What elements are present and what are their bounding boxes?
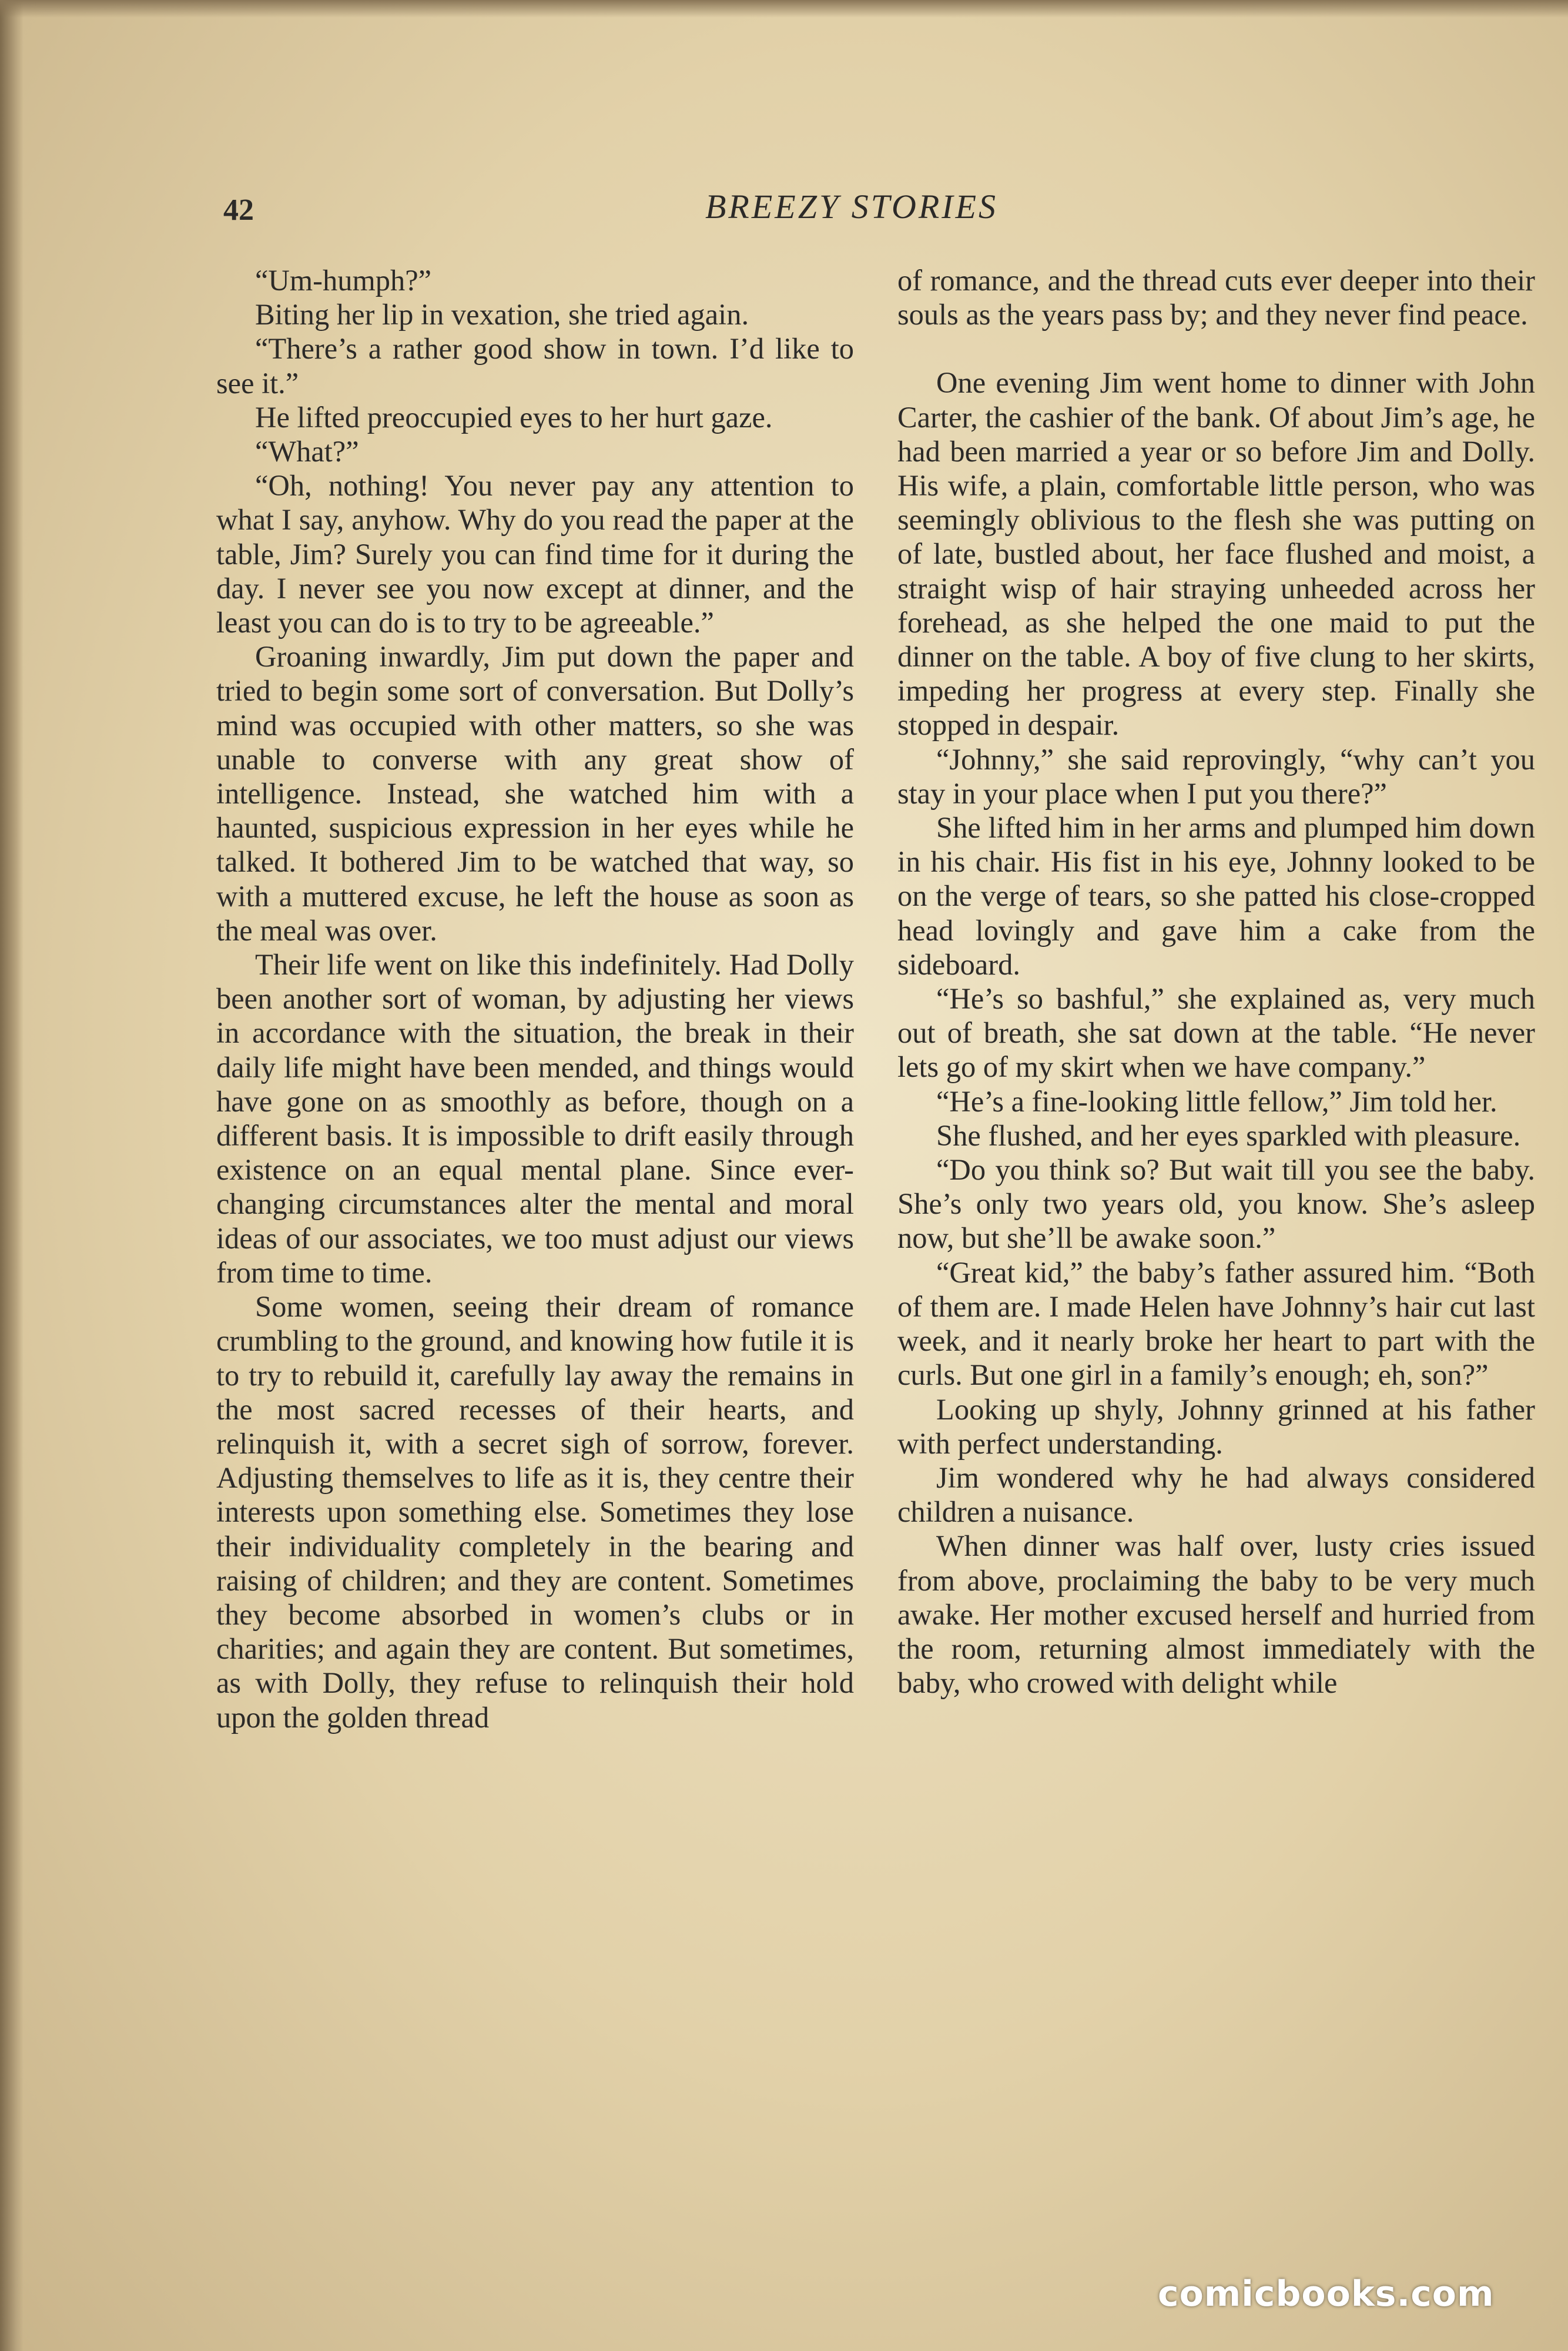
paragraph: “He’s a fine-looking little fellow,” Jim told her. (936, 1084, 1497, 1118)
paragraph: Looking up shyly, Johnny grinned at his father with perfect understanding. (897, 1392, 1535, 1460)
paragraph: “Oh, nothing! You never pay any attention to what I say, anyhow. Why do you read the paper at the table, Jim? Surely you can find time for it during the day. I never see you now except at dinner, and the least you can do is to try to be agreeable.” (216, 469, 854, 639)
paragraph: Jim wondered why he had always considered children a nuisance. (897, 1461, 1535, 1529)
paragraph: “There’s a rather good show in town. I’d like to see it.” (216, 332, 854, 400)
paragraph: “Um-humph?” (255, 264, 432, 297)
paragraph: She lifted him in her arms and plumped him down in his chair. His fist in his eye, Johnny looked to be on the verge of tears, so she patted his close-cropped head lovingly and gave him a cake from the sideboard. (897, 811, 1535, 981)
paragraph: Some women, seeing their dream of romance crumbling to the ground, and knowing how futile it is to try to rebuild it, carefully lay away the remains in the most sacred recesses of their hearts, and relinquish it, with a secret sigh of sorrow, forever. Adjusting themselves to life as it is, they centre their interests upon something else. Sometimes they lose their individuality completely in the bearing and raising of children; and they are content. Sometimes they become absorbed in women’s clubs or in charities; and again they are content. But sometimes, as with Dolly, they refuse to relinquish their hold upon the golden thread (216, 1290, 854, 1734)
paragraph: “What?” (255, 435, 359, 468)
paragraph: “He’s so bashful,” she explained as, very much out of breath, she sat down at the table. “He never lets go of my skirt when we have company.” (897, 982, 1535, 1084)
paragraph: Groaning inwardly, Jim put down the paper and tried to begin some sort of conversation. But Dolly’s mind was occupied with other matters, so she was unable to converse with any great show of intelligence. Instead, she watched him with a haunted, suspicious expression in her eyes while he talked. It bothered Jim to be watched that way, so with a muttered excuse, he left the house as soon as the meal was over. (216, 640, 854, 947)
paragraph: She flushed, and her eyes sparkled with pleasure. (936, 1118, 1521, 1152)
page-number: 42 (223, 193, 254, 227)
paragraph: Biting her lip in vexation, she tried again. (255, 298, 749, 331)
paragraph: “Johnny,” she said reprovingly, “why can’t you stay in your place when I put you there?” (897, 742, 1535, 810)
paragraph: When dinner was half over, lusty cries issued from above, proclaiming the baby to be very much awake. Her mother excused herself and hurried from the room, returning almost immediately with the baby, who crowed with delight while (897, 1529, 1535, 1700)
paragraph: “Great kid,” the baby’s father assured him. “Both of them are. I made Helen have Johnny’s hair cut last week, and it nearly broke her heart to part with the curls. But one girl in a family’s enough; eh, son?” (897, 1255, 1535, 1392)
page-top-shadow (0, 0, 1568, 18)
paragraph: One evening Jim went home to dinner with John Carter, the cashier of the bank. Of about Jim’s age, he had been married a year or so before Jim and Dolly. His wife, a plain, comfortable little person, who was seemingly oblivious to the flesh she was putting on of late, bustled about, her face flushed and moist, a straight wisp of hair straying unheeded across her forehead, as she helped the one maid to put the dinner on the table. A boy of five clung to her skirts, impeding her progress at every step. Finally she stopped in despair. (897, 366, 1535, 742)
text-column-right (897, 263, 1535, 1700)
page-binding-shadow (0, 0, 24, 2351)
paragraph: of romance, and the thread cuts ever deeper into their souls as the years pass by; and they never find peace. (897, 264, 1535, 331)
text-column-left (216, 263, 854, 1734)
paragraph: Their life went on like this indefinitely. Had Dolly been another sort of woman, by adjusting her views in accordance with the situation, the break in their daily life might have been mended, and things would have gone on as smoothly as before, though on a different basis. It is impossible to drift easily through existence on an equal mental plane. Since ever-changing circumstances alter the mental and moral ideas of our associates, we too must adjust our views from time to time. (216, 948, 854, 1289)
running-title: BREEZY STORIES (705, 187, 998, 226)
page-header (223, 187, 1540, 234)
paragraph: He lifted preoccupied eyes to her hurt gaze. (255, 400, 773, 434)
paragraph: “Do you think so? But wait till you see the baby. She’s only two years old, you know. She’s asleep now, but she’ll be awake soon.” (897, 1153, 1535, 1255)
watermark: comicbooks.com (1158, 2273, 1495, 2315)
